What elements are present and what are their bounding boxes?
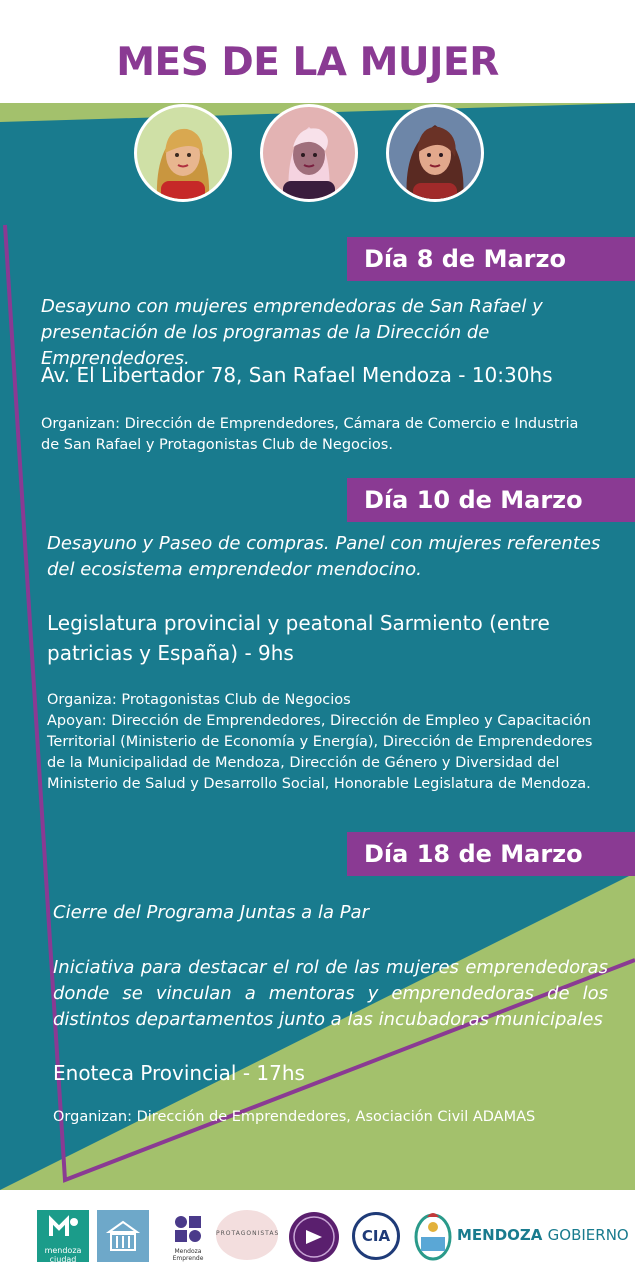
protagonistas-logo <box>216 1210 278 1260</box>
mendoza-emprende-logo <box>168 1214 208 1262</box>
mendoza-gobierno-logo <box>457 1226 629 1244</box>
event-3-organizers: Organizan: Dirección de Emprendedores, Asociación Civil ADAMAS <box>53 1109 536 1125</box>
cia-logo: CIA <box>352 1212 400 1260</box>
mendoza-ciudad-logo <box>37 1210 89 1262</box>
event-3-description: Iniciativa para destacar el rol de las mujeres emprendedoras donde se vinculan a mentoras y emprendedoras de los distintos departamentos junto a las incubadoras municipales <box>53 957 608 1030</box>
event-2-supporters: Apoyan: Dirección de Emprendedores, Dirección de Empleo y Capacitación Territorial (Ministerio de Economía y Energía), Dirección de Emprendedores de la Municipalidad de Mendoza, Dirección de Género y Diversidad del Ministerio de Salud y Desarrollo Social, Honorable Legislatura de Mendoza. <box>47 713 593 792</box>
gov-rest-label: GOBIERNO <box>547 1226 629 1244</box>
protagonistas-label: PROTAGONISTAS <box>216 1230 280 1237</box>
gov-bold-label: MENDOZA <box>457 1226 543 1244</box>
event-1-organizers: Organizan: Dirección de Emprendedores, Cámara de Comercio e Industria de San Rafael y Protagonistas Club de Negocios. <box>41 416 579 453</box>
event-3-title: Cierre del Programa Juntas a la Par <box>53 902 369 923</box>
avatar-woman-pink-hair <box>260 104 358 202</box>
day-banner-1: Día 8 de Marzo <box>347 237 635 281</box>
juntas-par-logo <box>289 1212 339 1262</box>
avatar-woman-blonde <box>134 104 232 202</box>
event-1-place: Av. El Libertador 78, San Rafael Mendoza - 10:30hs <box>41 363 553 387</box>
page-title: MES DE LA MUJER <box>116 40 499 85</box>
event-3-place: Enoteca Provincial - 17hs <box>53 1061 305 1085</box>
avatar-woman-brunette <box>386 104 484 202</box>
event-2-description: Desayuno y Paseo de compras. Panel con mujeres referentes del ecosistema emprendedor mendocino. <box>47 533 601 580</box>
day-banner-2: Día 10 de Marzo <box>347 478 635 522</box>
building-logo <box>97 1210 149 1262</box>
day-banner-3: Día 18 de Marzo <box>347 832 635 876</box>
event-1-description: Desayuno con mujeres emprendedoras de San Rafael y presentación de los programas de la Dirección de Emprendedores. <box>41 296 543 369</box>
mendoza-ciudad-label: mendoza ciudad <box>44 1246 82 1264</box>
event-2-place: Legislatura provincial y peatonal Sarmiento (entre patricias y España) - 9hs <box>47 611 550 665</box>
event-2-organizer: Organiza: Protagonistas Club de Negocios <box>47 692 351 708</box>
mendoza-coat-of-arms-icon <box>413 1207 453 1263</box>
mendoza-emprende-label: Mendoza Emprende <box>172 1248 204 1262</box>
